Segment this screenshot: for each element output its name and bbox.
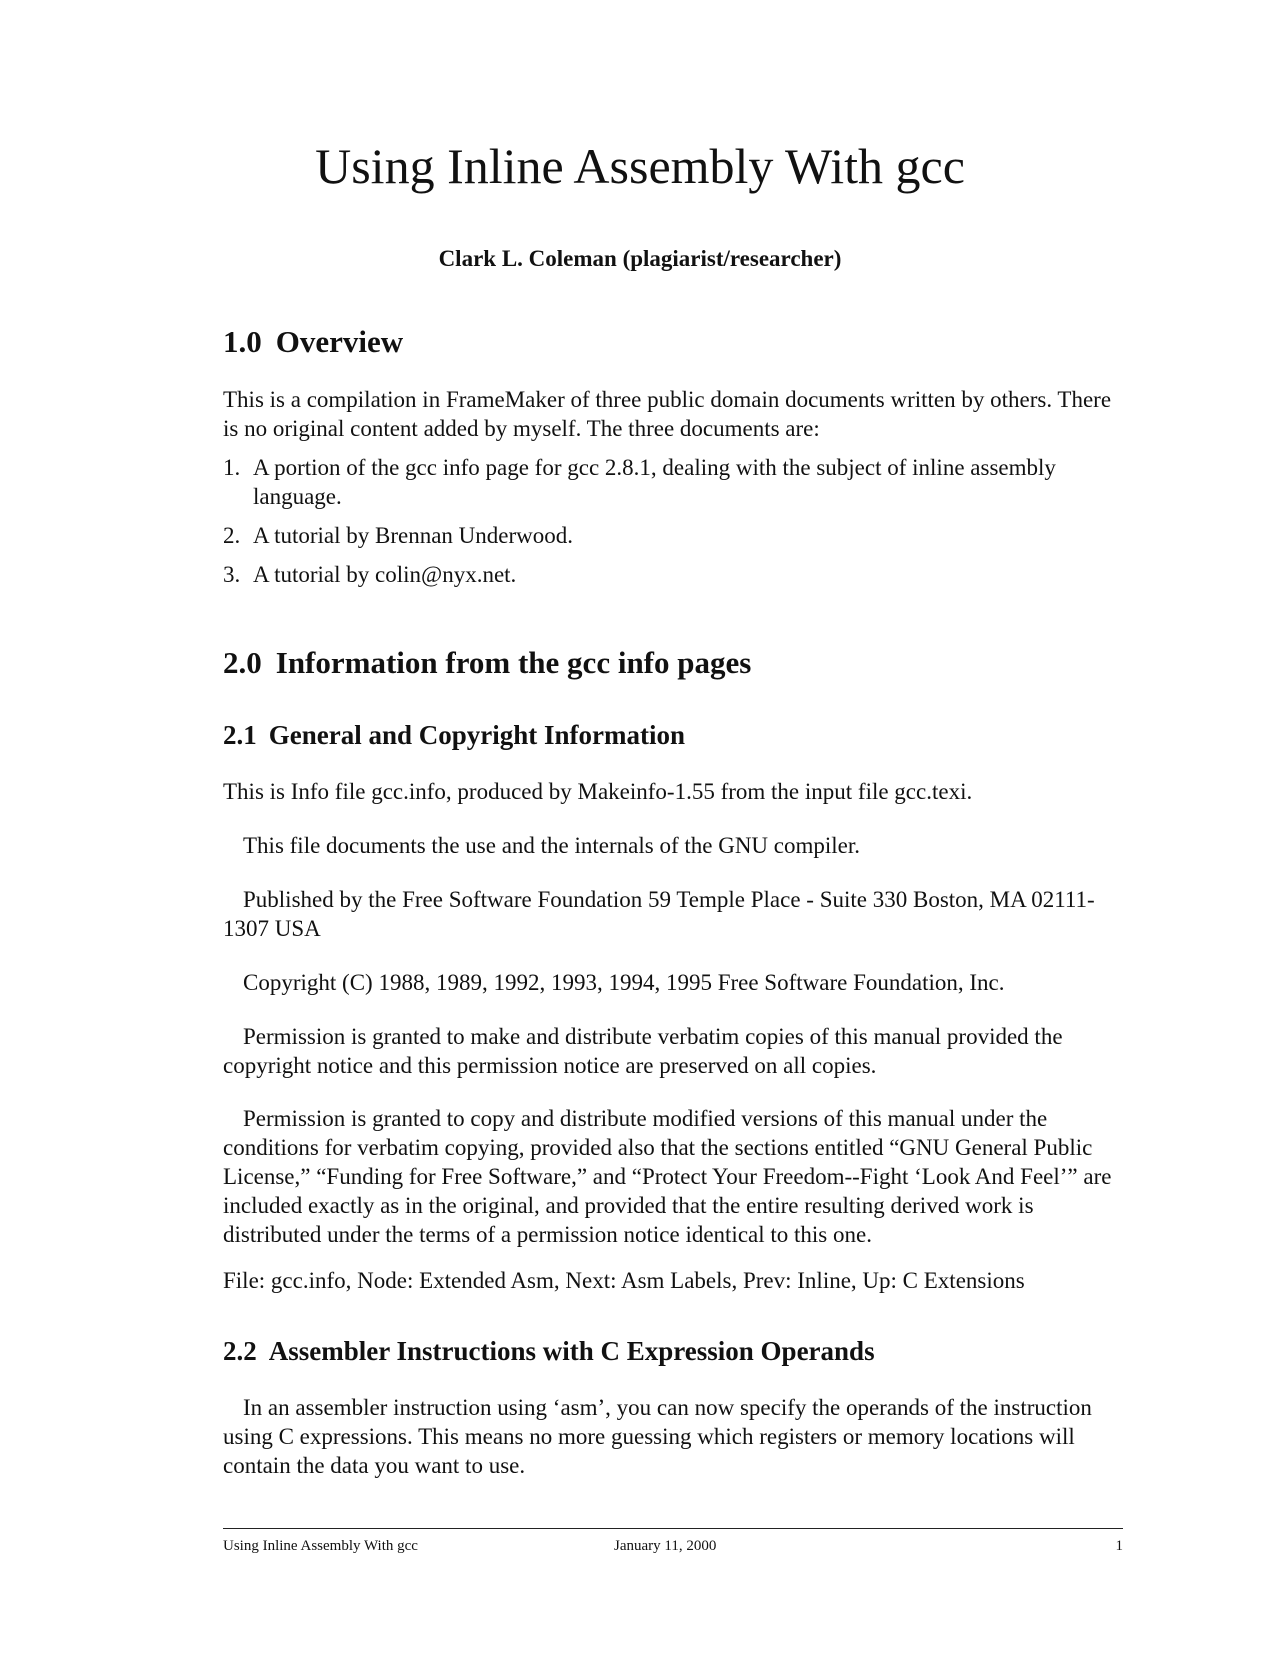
list-item [223,453,1123,511]
paragraph: Published by the Free Software Foundation 59 Temple Place - Suite 330 Boston, MA 02111-1307 USA [223,887,1095,941]
subsection-title: Assembler Instructions with C Expression Operands [268,1336,875,1366]
list-item-text: A portion of the gcc info page for gcc 2.8.1, dealing with the subject of inline assembly language. [253,455,1056,509]
subsection-title: General and Copyright Information [268,720,686,750]
overview-intro: This is a compilation in FrameMaker of three public domain documents written by others. There is no original content added by myself. The three documents are: [223,387,1112,441]
list-item-text: A tutorial by colin@nyx.net. [253,562,517,587]
paragraph: This file documents the use and the internals of the GNU compiler. [243,833,861,858]
author-line: Clark L. Coleman (plagiarist/researcher) [438,246,842,271]
info-node-line: File: gcc.info, Node: Extended Asm, Next: Asm Labels, Prev: Inline, Up: C Extensions [223,1268,1025,1293]
page-number: 1 [1115,1538,1123,1554]
section-heading-info [223,643,1123,683]
section-heading-overview [223,322,1123,362]
subsection-number: 2.1 [223,720,257,750]
subsection-heading-assembler [223,1333,1123,1369]
section-number: 2.0 [223,645,262,680]
document-title: Using Inline Assembly With gcc [315,138,965,194]
paragraph: This is Info file gcc.info, produced by Makeinfo-1.55 from the input file gcc.texi. [223,779,973,804]
list-item-number: 3. [223,562,241,587]
list-item-text: A tutorial by Brennan Underwood. [253,523,574,548]
paragraph: Copyright (C) 1988, 1989, 1992, 1993, 1994, 1995 Free Software Foundation, Inc. [243,970,1005,995]
paragraph: Permission is granted to copy and distribute modified versions of this manual under the conditions for verbatim copying, provided also that the sections entitled “GNU General Public License,” “Funding for Free Software,” and “Protect Your Freedom--Fight ‘Look And Feel’” are included exactly as in the original, and provided that the entire resulting derived work is distributed under the terms of a permission notice identical to this one. [223,1106,1112,1247]
section-title: Overview [275,324,404,359]
list-item [223,521,1123,550]
footer-title: Using Inline Assembly With gcc [223,1538,418,1554]
list-item [223,560,1123,589]
list-item-number: 1. [223,455,241,480]
section-number: 1.0 [223,324,262,359]
section-title: Information from the gcc info pages [275,645,752,680]
paragraph: In an assembler instruction using ‘asm’, you can now specify the operands of the instruction using C expressions. This means no more guessing which registers or memory locations will contain the data you want to use. [223,1395,1092,1478]
footer-rule [223,1528,1123,1529]
list-item-number: 2. [223,523,241,548]
subsection-number: 2.2 [223,1336,257,1366]
footer-date: January 11, 2000 [614,1538,717,1554]
subsection-heading-general [223,717,1123,753]
paragraph: Permission is granted to make and distribute verbatim copies of this manual provided the copyright notice and this permission notice are preserved on all copies. [223,1024,1063,1078]
